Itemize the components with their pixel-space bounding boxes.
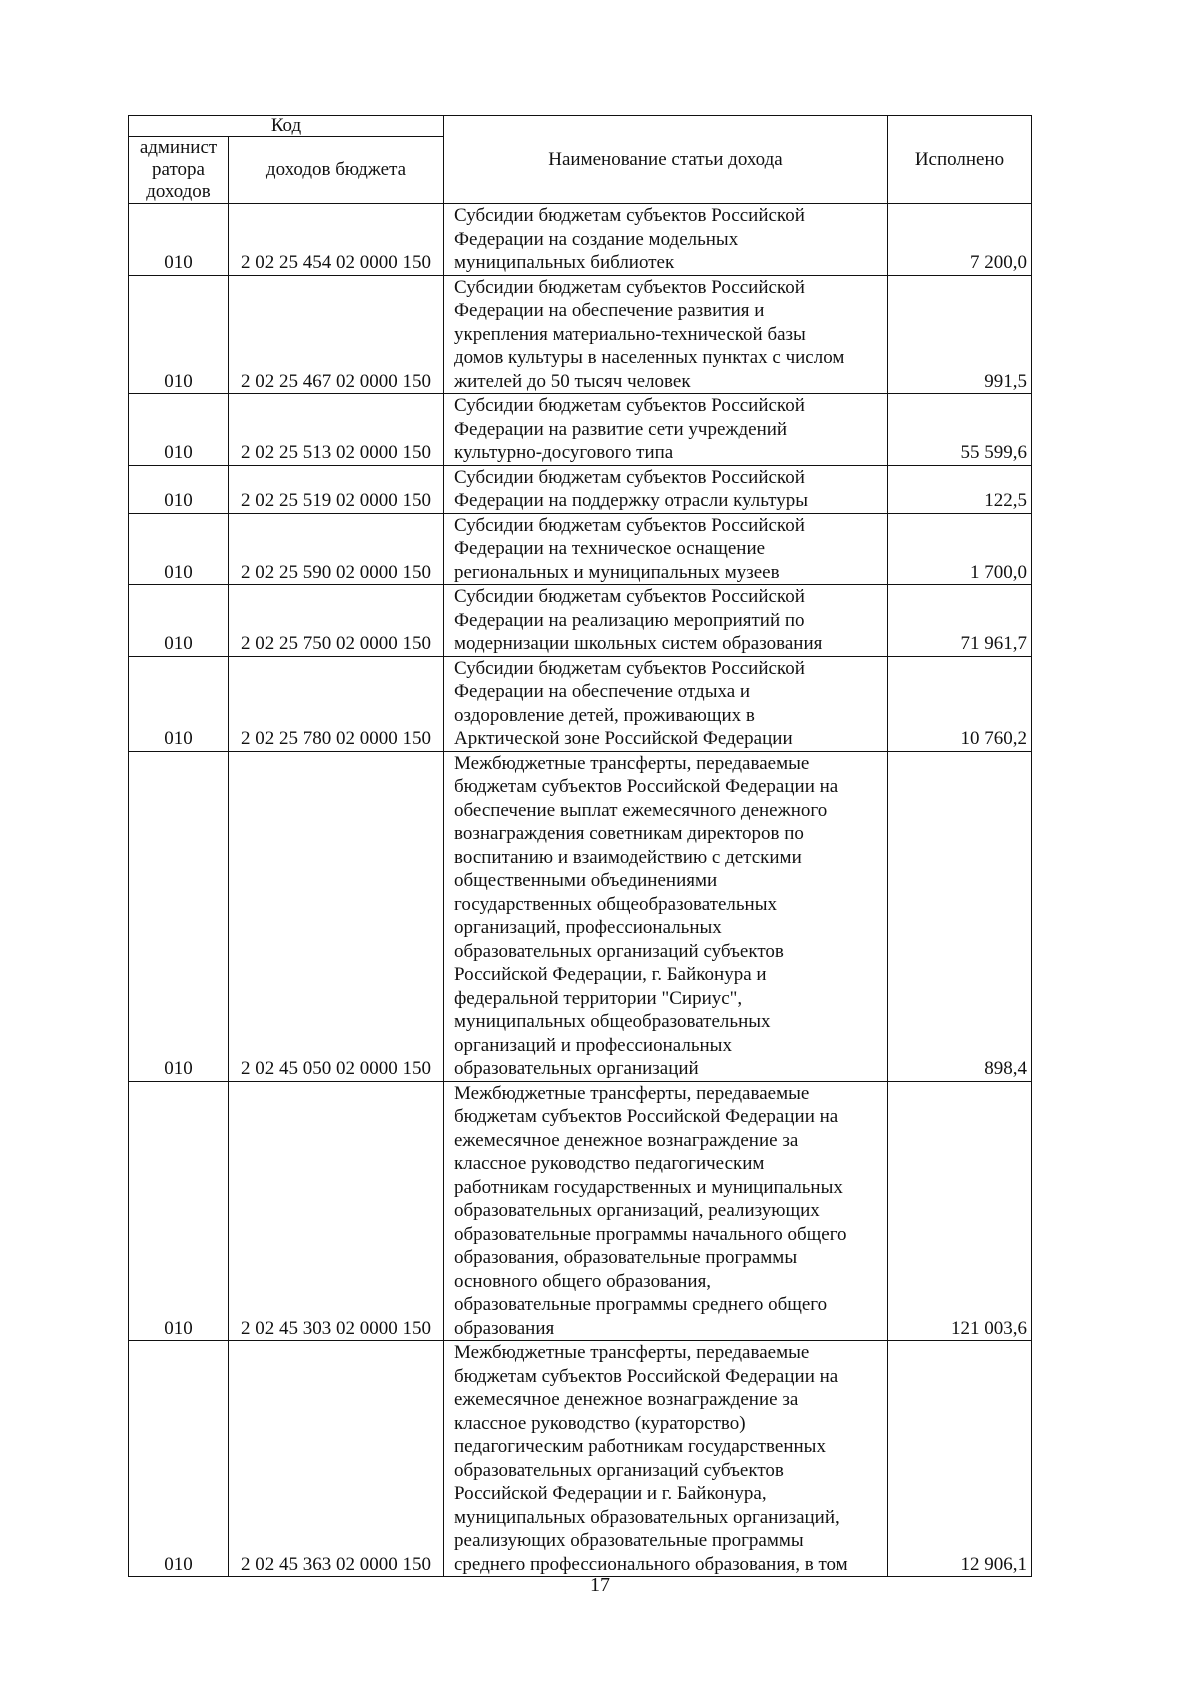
revenue-code-cell: 2 02 25 780 02 0000 150	[229, 656, 444, 751]
executed-amount-cell: 7 200,0	[888, 204, 1032, 276]
table-row	[129, 275, 1032, 394]
executed-amount-cell: 55 599,6	[888, 394, 1032, 466]
header-kod: Код	[129, 116, 444, 137]
executed-amount-cell: 12 906,1	[888, 1341, 1032, 1577]
header-admin-line3: доходов	[146, 181, 211, 202]
revenue-name-cell: Субсидии бюджетам субъектов Российской Федерации на развитие сети учреждений культурно-досугового типа	[444, 394, 888, 466]
header-admin	[129, 137, 229, 204]
table-header	[129, 116, 1032, 204]
table-row	[129, 204, 1032, 276]
table-row	[129, 513, 1032, 585]
executed-amount-cell: 991,5	[888, 275, 1032, 394]
executed-amount-cell: 121 003,6	[888, 1081, 1032, 1341]
revenue-code-cell: 2 02 25 750 02 0000 150	[229, 585, 444, 657]
page-number: 17	[590, 1574, 610, 1596]
revenue-name-cell: Межбюджетные трансферты, передаваемые бюджетам субъектов Российской Федерации на ежемесячное денежное вознаграждение за классное руководство педагогическим работникам государственных и муниципальных образовательных организаций, реализующих образовательные программы начального общего образования, образовательные программы основного общего образования, образовательные программы среднего общего образования	[444, 1081, 888, 1341]
revenue-name-cell: Субсидии бюджетам субъектов Российской Федерации на реализацию мероприятий по модернизации школьных систем образования	[444, 585, 888, 657]
revenue-name-cell: Межбюджетные трансферты, передаваемые бюджетам субъектов Российской Федерации на ежемесячное денежное вознаграждение за классное руководство (кураторство) педагогическим работникам государственных образовательных организаций субъектов Российской Федерации и г. Байконура, муниципальных образовательных организаций, реализующих образовательные программы среднего профессионального образования, в том	[444, 1341, 888, 1577]
header-admin-line1: админист	[139, 137, 218, 158]
revenue-code-cell: 2 02 25 454 02 0000 150	[229, 204, 444, 276]
header-name: Наименование статьи дохода	[444, 116, 888, 204]
revenue-code-cell: 2 02 25 590 02 0000 150	[229, 513, 444, 585]
admin-code-cell: 010	[129, 1341, 229, 1577]
revenue-code-cell: 2 02 25 467 02 0000 150	[229, 275, 444, 394]
header-done: Исполнено	[888, 116, 1032, 204]
table-row	[129, 1081, 1032, 1341]
admin-code-cell: 010	[129, 275, 229, 394]
executed-amount-cell: 122,5	[888, 465, 1032, 513]
admin-code-cell: 010	[129, 1081, 229, 1341]
header-admin-line2: ратора	[152, 159, 205, 180]
table-row	[129, 656, 1032, 751]
revenue-code-cell: 2 02 45 363 02 0000 150	[229, 1341, 444, 1577]
revenue-name-cell: Субсидии бюджетам субъектов Российской Федерации на поддержку отрасли культуры	[444, 465, 888, 513]
revenue-code-cell: 2 02 45 303 02 0000 150	[229, 1081, 444, 1341]
revenue-name-cell: Субсидии бюджетам субъектов Российской Федерации на обеспечение развития и укрепления материально-технической базы домов культуры в населенных пунктах с числом жителей до 50 тысяч человек	[444, 275, 888, 394]
admin-code-cell: 010	[129, 204, 229, 276]
revenue-table	[128, 115, 1032, 1577]
executed-amount-cell: 10 760,2	[888, 656, 1032, 751]
header-code: доходов бюджета	[229, 137, 444, 204]
table-row	[129, 751, 1032, 1081]
executed-amount-cell: 898,4	[888, 751, 1032, 1081]
revenue-name-cell: Межбюджетные трансферты, передаваемые бюджетам субъектов Российской Федерации на обеспечение выплат ежемесячного денежного вознаграждения советникам директоров по воспитанию и взаимодействию с детскими общественными объединениями государственных общеобразовательных организаций, профессиональных образовательных организаций субъектов Российской Федерации, г. Байконура и федеральной территории "Сириус", муниципальных общеобразовательных организаций и профессиональных образовательных организаций	[444, 751, 888, 1081]
revenue-code-cell: 2 02 25 519 02 0000 150	[229, 465, 444, 513]
admin-code-cell: 010	[129, 394, 229, 466]
admin-code-cell: 010	[129, 465, 229, 513]
admin-code-cell: 010	[129, 513, 229, 585]
revenue-code-cell: 2 02 45 050 02 0000 150	[229, 751, 444, 1081]
admin-code-cell: 010	[129, 585, 229, 657]
revenue-code-cell: 2 02 25 513 02 0000 150	[229, 394, 444, 466]
admin-code-cell: 010	[129, 751, 229, 1081]
table-row	[129, 394, 1032, 466]
executed-amount-cell: 1 700,0	[888, 513, 1032, 585]
revenue-name-cell: Субсидии бюджетам субъектов Российской Федерации на обеспечение отдыха и оздоровление детей, проживающих в Арктической зоне Российской Федерации	[444, 656, 888, 751]
revenue-name-cell: Субсидии бюджетам субъектов Российской Федерации на техническое оснащение региональных и муниципальных музеев	[444, 513, 888, 585]
table-row	[129, 585, 1032, 657]
admin-code-cell: 010	[129, 656, 229, 751]
executed-amount-cell: 71 961,7	[888, 585, 1032, 657]
table-row	[129, 465, 1032, 513]
revenue-name-cell: Субсидии бюджетам субъектов Российской Федерации на создание модельных муниципальных библиотек	[444, 204, 888, 276]
table-row	[129, 1341, 1032, 1577]
